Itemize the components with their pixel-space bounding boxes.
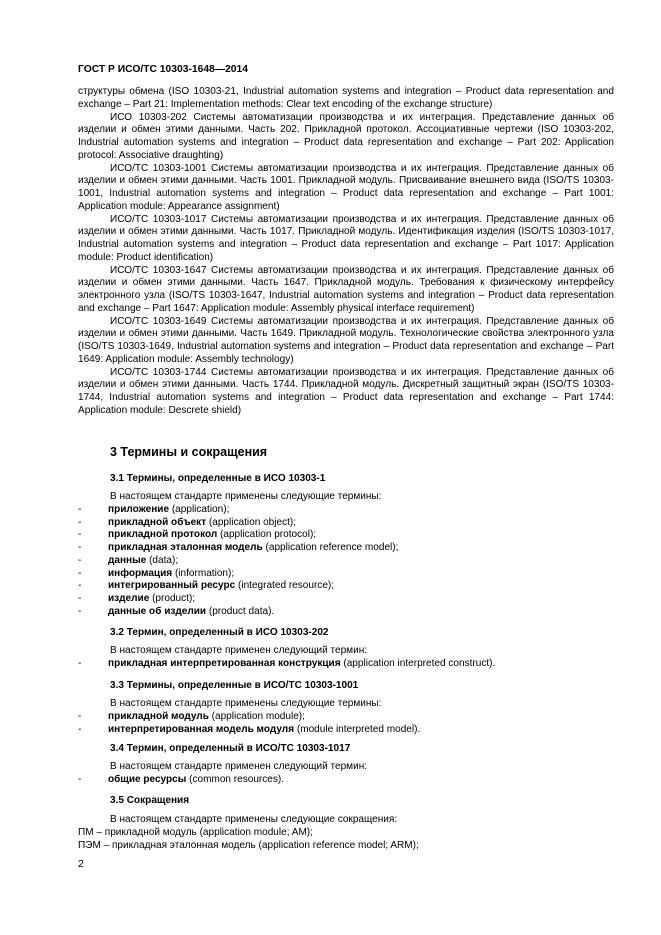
section-3-heading: 3 Термины и сокращения: [110, 445, 268, 459]
term-item: - прикладной объект (application object);: [78, 516, 297, 528]
subsection-3-1-body: [78, 491, 614, 619]
running-header: ГОСТ Р ИСО/ТС 10303-1648—2014: [78, 64, 248, 75]
term-item: - данные об изделии (product data).: [78, 605, 275, 617]
term-item: - интегрированный ресурс (integrated resource);: [78, 580, 335, 592]
subsection-3-3-heading: 3.3 Термины, определенные в ИСО/ТС 10303-1001: [110, 680, 359, 691]
term-item: - прикладная эталонная модель (application reference model);: [78, 542, 399, 553]
subsection-3-2-body: [78, 645, 614, 671]
reference-iso-ts-10303-1744: ИСО/ТС 10303-1744 Системы автоматизации производства и их интеграция. Представление данных об изделии и обмен этими данными. Часть 1744. Прикладной модуль. Дискретный защитный экран (ISO/TS 10303-1744, Industrial automation systems and integration – Product data representation and exchange – Part 1744: Application module: Descrete shield): [78, 366, 614, 416]
abbreviation-item: ПЭМ – прикладная эталонная модель (application reference model; ARM);: [78, 839, 419, 851]
subsection-3-5-body: [78, 814, 614, 852]
subsection-3-3-body: [78, 698, 614, 736]
subsection-3-1-heading: 3.1 Термины, определенные в ИСО 10303-1: [110, 473, 326, 484]
term-item: - прикладная интерпретированная конструкция (application interpreted construct).: [78, 657, 496, 669]
subsection-3-5-heading: 3.5 Сокращения: [110, 795, 190, 806]
term-item: - изделие (product);: [78, 593, 196, 604]
reference-iso-ts-10303-1001: ИСО/ТС 10303-1001 Системы автоматизации производства и их интеграция. Представление данных об изделии и обмен этими данными. Часть 1001. Прикладной модуль. Присваивание внешнего вида (ISO/TS 10303-1001, Industrial automation systems and integration – Product data representation and exchange – Part 1001: Application module: Appearance assignment): [78, 162, 614, 212]
subsection-3-3-intro: В настоящем стандарте применены следующие термины:: [110, 698, 382, 709]
reference-continuation: структуры обмена (ISO 10303-21, Industrial automation systems and integration – Product data representation and exchange – Part 21: Implementation methods: Clear text encoding of the exchange structure): [78, 86, 614, 110]
term-item: - информация (information);: [78, 567, 235, 579]
subsection-3-4-heading: 3.4 Термин, определенный в ИСО/ТС 10303-1017: [110, 743, 351, 754]
term-item: - интерпретированная модель модуля (module interpreted model).: [78, 723, 421, 735]
reference-iso-10303-202: ИСО 10303-202 Системы автоматизации производства и их интеграция. Представление данных об изделии и обмен этими данными. Часть 202. Прикладной протокол. Ассоциативные чертежи (ISO 10303-202, Industrial automation systems and integration – Product data representation and exchange – Part 202: Application protocol: Associative draughting): [78, 111, 614, 161]
term-item: - прикладной протокол (application protocol);: [78, 529, 317, 541]
subsection-3-2-heading: 3.2 Термин, определенный в ИСО 10303-202: [110, 627, 329, 638]
reference-iso-ts-10303-1017: ИСО/ТС 10303-1017 Системы автоматизации производства и их интеграция. Представление данных об изделии и обмен этими данными. Часть 1017. Прикладной модуль. Идентификация изделия (ISO/TS 10303-1017, Industrial automation systems and integration – Product data representation and exchange – Part 1017: Application module: Product identification): [78, 213, 614, 263]
subsection-3-1-intro: В настоящем стандарте применены следующие термины:: [110, 491, 382, 502]
term-item: - общие ресурсы (common resources).: [78, 773, 285, 785]
reference-iso-ts-10303-1647: ИСО/ТС 10303-1647 Системы автоматизации производства и их интеграция. Представление данных об изделии и обмен этими данными. Часть 1647. Прикладной модуль. Требования к физическому интерфейсу электронного узла (ISO/TS 10303-1647, Industrial automation systems and integration – Product data representation and exchange – Part 1647: Application module: Assembly physical interface requirement): [78, 264, 614, 314]
subsection-3-4-intro: В настоящем стандарте применен следующий термин:: [110, 761, 368, 772]
term-item: - прикладной модуль (application module);: [78, 710, 305, 722]
term-item: - приложение (application);: [78, 503, 230, 515]
references-block: [78, 86, 614, 418]
term-item: - данные (data);: [78, 554, 179, 566]
page-number: 2: [78, 858, 84, 870]
abbreviation-item: ПМ – прикладной модуль (application module; AM);: [78, 826, 313, 838]
subsection-3-2-intro: В настоящем стандарте применен следующий термин:: [110, 645, 368, 656]
reference-iso-ts-10303-1649: ИСО/ТС 10303-1649 Системы автоматизации производства и их интеграция. Представление данных об изделии и обмен этими данными. Часть 1649. Прикладной модуль. Технологические свойства электронного узла (ISO/TS 10303-1649, Industrial automation systems and integration – Product data representation and exchange – Part 1649: Application module: Assembly technology): [78, 315, 614, 365]
subsection-3-4-body: [78, 761, 614, 787]
subsection-3-5-intro: В настоящем стандарте применены следующие сокращения:: [110, 814, 398, 825]
